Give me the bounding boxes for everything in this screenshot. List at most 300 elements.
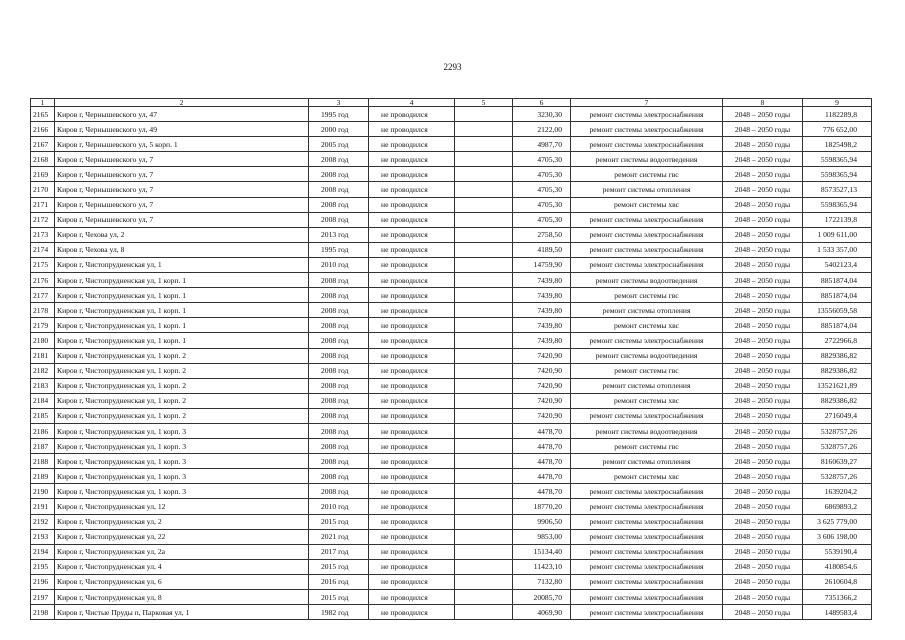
work-type-cell: ремонт системы водоотведения: [571, 423, 723, 438]
cost-cell: 1 533 357,00: [803, 242, 872, 257]
period-cell: 2048 – 2050 годы: [723, 423, 803, 438]
build-year-cell: 2008 год: [309, 197, 369, 212]
build-year-cell: 2008 год: [309, 182, 369, 197]
work-type-cell: ремонт системы гвс: [571, 288, 723, 303]
empty-cell-cell: [455, 242, 513, 257]
table-row: [31, 393, 872, 408]
work-type-cell: ремонт системы электроснабжения: [571, 257, 723, 272]
row-number-cell: 2194: [31, 544, 55, 559]
period-cell: 2048 – 2050 годы: [723, 590, 803, 605]
address-cell: Киров г, Чистопрудненская ул, 1 корп. 2: [55, 393, 309, 408]
table-row: [31, 559, 872, 574]
area-cell: 4478,70: [513, 484, 571, 499]
repair-schedule-table: [30, 98, 872, 620]
area-cell: 7439,80: [513, 318, 571, 333]
column-header: 2: [55, 99, 309, 107]
period-cell: 2048 – 2050 годы: [723, 318, 803, 333]
empty-cell-cell: [455, 333, 513, 348]
last-repair-cell: не проводился: [369, 529, 455, 544]
address-cell: Киров г, Чистопрудненская ул, 1 корп. 1: [55, 318, 309, 333]
row-number-cell: 2178: [31, 303, 55, 318]
table-row: [31, 574, 872, 589]
empty-cell-cell: [455, 257, 513, 272]
last-repair-cell: не проводился: [369, 318, 455, 333]
period-cell: 2048 – 2050 годы: [723, 227, 803, 242]
table-row: [31, 107, 872, 122]
build-year-cell: 2008 год: [309, 212, 369, 227]
table-row: [31, 167, 872, 182]
address-cell: Киров г, Чистопрудненская ул, 1: [55, 257, 309, 272]
period-cell: 2048 – 2050 годы: [723, 212, 803, 227]
address-cell: Киров г, Чернышевского ул, 7: [55, 212, 309, 227]
table-body: [31, 107, 872, 620]
table-row: [31, 590, 872, 605]
cost-cell: 8829386,82: [803, 363, 872, 378]
column-header: 1: [31, 99, 55, 107]
area-cell: 4189,50: [513, 242, 571, 257]
period-cell: 2048 – 2050 годы: [723, 303, 803, 318]
build-year-cell: 2015 год: [309, 514, 369, 529]
row-number-cell: 2170: [31, 182, 55, 197]
area-cell: 4705,30: [513, 152, 571, 167]
address-cell: Киров г, Чехова ул, 8: [55, 242, 309, 257]
table-row: [31, 212, 872, 227]
work-type-cell: ремонт системы хвс: [571, 393, 723, 408]
last-repair-cell: не проводился: [369, 439, 455, 454]
empty-cell-cell: [455, 122, 513, 137]
last-repair-cell: не проводился: [369, 514, 455, 529]
address-cell: Киров г, Чернышевского ул, 7: [55, 182, 309, 197]
cost-cell: 5539190,4: [803, 544, 872, 559]
address-cell: Киров г, Чистопрудненская ул, 6: [55, 574, 309, 589]
table-row: [31, 242, 872, 257]
last-repair-cell: не проводился: [369, 107, 455, 122]
address-cell: Киров г, Чистопрудненская ул, 1 корп. 1: [55, 303, 309, 318]
address-cell: Киров г, Чистопрудненская ул, 2: [55, 514, 309, 529]
row-number-cell: 2171: [31, 197, 55, 212]
work-type-cell: ремонт системы водоотведения: [571, 152, 723, 167]
last-repair-cell: не проводился: [369, 499, 455, 514]
last-repair-cell: не проводился: [369, 212, 455, 227]
table-row: [31, 408, 872, 423]
period-cell: 2048 – 2050 годы: [723, 333, 803, 348]
row-number-cell: 2175: [31, 257, 55, 272]
work-type-cell: ремонт системы электроснабжения: [571, 529, 723, 544]
work-type-cell: ремонт системы электроснабжения: [571, 484, 723, 499]
work-type-cell: ремонт системы отопления: [571, 454, 723, 469]
area-cell: 7420,90: [513, 408, 571, 423]
period-cell: 2048 – 2050 годы: [723, 242, 803, 257]
row-number-cell: 2185: [31, 408, 55, 423]
area-cell: 4705,30: [513, 212, 571, 227]
header-row: [31, 99, 872, 107]
last-repair-cell: не проводился: [369, 227, 455, 242]
area-cell: 9906,50: [513, 514, 571, 529]
cost-cell: 5402123,4: [803, 257, 872, 272]
empty-cell-cell: [455, 393, 513, 408]
table-row: [31, 469, 872, 484]
row-number-cell: 2187: [31, 439, 55, 454]
empty-cell-cell: [455, 514, 513, 529]
address-cell: Киров г, Чернышевского ул, 47: [55, 107, 309, 122]
area-cell: 11423,10: [513, 559, 571, 574]
table-row: [31, 303, 872, 318]
table-row: [31, 439, 872, 454]
table-row: [31, 122, 872, 137]
work-type-cell: ремонт системы электроснабжения: [571, 242, 723, 257]
address-cell: Киров г, Чистопрудненская ул, 1 корп. 3: [55, 439, 309, 454]
table-row: [31, 333, 872, 348]
empty-cell-cell: [455, 469, 513, 484]
cost-cell: 5598365,94: [803, 152, 872, 167]
cost-cell: 2716049,4: [803, 408, 872, 423]
build-year-cell: 2008 год: [309, 423, 369, 438]
build-year-cell: 2010 год: [309, 257, 369, 272]
table-row: [31, 348, 872, 363]
period-cell: 2048 – 2050 годы: [723, 544, 803, 559]
empty-cell-cell: [455, 590, 513, 605]
column-header: 9: [803, 99, 872, 107]
column-header: 7: [571, 99, 723, 107]
period-cell: 2048 – 2050 годы: [723, 107, 803, 122]
build-year-cell: 2013 год: [309, 227, 369, 242]
area-cell: 15134,40: [513, 544, 571, 559]
last-repair-cell: не проводился: [369, 137, 455, 152]
last-repair-cell: не проводился: [369, 122, 455, 137]
table-row: [31, 423, 872, 438]
area-cell: 4478,70: [513, 454, 571, 469]
table-row: [31, 363, 872, 378]
area-cell: 7132,80: [513, 574, 571, 589]
last-repair-cell: не проводился: [369, 484, 455, 499]
row-number-cell: 2180: [31, 333, 55, 348]
table-row: [31, 197, 872, 212]
address-cell: Киров г, Чистопрудненская ул, 8: [55, 590, 309, 605]
work-type-cell: ремонт системы водоотведения: [571, 348, 723, 363]
cost-cell: 5598365,94: [803, 167, 872, 182]
row-number-cell: 2196: [31, 574, 55, 589]
area-cell: 4705,30: [513, 167, 571, 182]
row-number-cell: 2193: [31, 529, 55, 544]
last-repair-cell: не проводился: [369, 454, 455, 469]
build-year-cell: 1995 год: [309, 107, 369, 122]
row-number-cell: 2176: [31, 273, 55, 288]
cost-cell: 7351366,2: [803, 590, 872, 605]
empty-cell-cell: [455, 559, 513, 574]
work-type-cell: ремонт системы хвс: [571, 197, 723, 212]
table-row: [31, 514, 872, 529]
build-year-cell: 2005 год: [309, 137, 369, 152]
address-cell: Киров г, Чернышевского ул, 7: [55, 197, 309, 212]
row-number-cell: 2195: [31, 559, 55, 574]
work-type-cell: ремонт системы хвс: [571, 469, 723, 484]
work-type-cell: ремонт системы электроснабжения: [571, 574, 723, 589]
build-year-cell: 2008 год: [309, 454, 369, 469]
period-cell: 2048 – 2050 годы: [723, 529, 803, 544]
last-repair-cell: не проводился: [369, 197, 455, 212]
build-year-cell: 2008 год: [309, 363, 369, 378]
empty-cell-cell: [455, 363, 513, 378]
build-year-cell: 2008 год: [309, 333, 369, 348]
cost-cell: 1 009 611,00: [803, 227, 872, 242]
empty-cell-cell: [455, 318, 513, 333]
cost-cell: 3 625 779,00: [803, 514, 872, 529]
last-repair-cell: не проводился: [369, 242, 455, 257]
period-cell: 2048 – 2050 годы: [723, 273, 803, 288]
address-cell: Киров г, Чистопрудненская ул, 12: [55, 499, 309, 514]
last-repair-cell: не проводился: [369, 469, 455, 484]
period-cell: 2048 – 2050 годы: [723, 514, 803, 529]
address-cell: Киров г, Чистопрудненская ул, 1 корп. 1: [55, 288, 309, 303]
build-year-cell: 1982 год: [309, 605, 369, 620]
address-cell: Киров г, Чистопрудненская ул, 1 корп. 2: [55, 378, 309, 393]
column-header: 4: [369, 99, 455, 107]
build-year-cell: 2008 год: [309, 288, 369, 303]
empty-cell-cell: [455, 484, 513, 499]
empty-cell-cell: [455, 152, 513, 167]
build-year-cell: 2008 год: [309, 378, 369, 393]
cost-cell: 8160639,27: [803, 454, 872, 469]
period-cell: 2048 – 2050 годы: [723, 288, 803, 303]
cost-cell: 13556059,58: [803, 303, 872, 318]
row-number-cell: 2190: [31, 484, 55, 499]
row-number-cell: 2165: [31, 107, 55, 122]
area-cell: 7439,80: [513, 288, 571, 303]
build-year-cell: 2008 год: [309, 152, 369, 167]
period-cell: 2048 – 2050 годы: [723, 454, 803, 469]
build-year-cell: 2008 год: [309, 303, 369, 318]
cost-cell: 1639204,2: [803, 484, 872, 499]
address-cell: Киров г, Чистопрудненская ул, 1 корп. 3: [55, 454, 309, 469]
last-repair-cell: не проводился: [369, 152, 455, 167]
work-type-cell: ремонт системы электроснабжения: [571, 408, 723, 423]
empty-cell-cell: [455, 574, 513, 589]
work-type-cell: ремонт системы электроснабжения: [571, 514, 723, 529]
area-cell: 7420,90: [513, 348, 571, 363]
table-row: [31, 318, 872, 333]
address-cell: Киров г, Чистопрудненская ул, 1 корп. 2: [55, 348, 309, 363]
column-header: 5: [455, 99, 513, 107]
area-cell: 9853,00: [513, 529, 571, 544]
cost-cell: 8573527,13: [803, 182, 872, 197]
work-type-cell: ремонт системы электроснабжения: [571, 605, 723, 620]
area-cell: 7439,80: [513, 333, 571, 348]
last-repair-cell: не проводился: [369, 393, 455, 408]
area-cell: 4478,70: [513, 423, 571, 438]
address-cell: Киров г, Чистопрудненская ул, 1 корп. 3: [55, 484, 309, 499]
address-cell: Киров г, Чистопрудненская ул, 1 корп. 2: [55, 408, 309, 423]
build-year-cell: 2008 год: [309, 167, 369, 182]
empty-cell-cell: [455, 227, 513, 242]
last-repair-cell: не проводился: [369, 544, 455, 559]
row-number-cell: 2189: [31, 469, 55, 484]
area-cell: 3230,30: [513, 107, 571, 122]
column-header: 8: [723, 99, 803, 107]
table-row: [31, 484, 872, 499]
area-cell: 7420,90: [513, 363, 571, 378]
row-number-cell: 2174: [31, 242, 55, 257]
period-cell: 2048 – 2050 годы: [723, 439, 803, 454]
table-row: [31, 152, 872, 167]
period-cell: 2048 – 2050 годы: [723, 257, 803, 272]
cost-cell: 8829386,82: [803, 393, 872, 408]
empty-cell-cell: [455, 529, 513, 544]
table-row: [31, 544, 872, 559]
last-repair-cell: не проводился: [369, 423, 455, 438]
area-cell: 14759,90: [513, 257, 571, 272]
page-number: 2293: [443, 62, 462, 72]
table-row: [31, 257, 872, 272]
cost-cell: 5328757,26: [803, 423, 872, 438]
row-number-cell: 2188: [31, 454, 55, 469]
last-repair-cell: не проводился: [369, 363, 455, 378]
column-header: 3: [309, 99, 369, 107]
empty-cell-cell: [455, 182, 513, 197]
last-repair-cell: не проводился: [369, 378, 455, 393]
row-number-cell: 2192: [31, 514, 55, 529]
address-cell: Киров г, Чистопрудненская ул, 1 корп. 1: [55, 273, 309, 288]
row-number-cell: 2172: [31, 212, 55, 227]
area-cell: 4705,30: [513, 197, 571, 212]
empty-cell-cell: [455, 439, 513, 454]
build-year-cell: 1995 год: [309, 242, 369, 257]
table-row: [31, 137, 872, 152]
cost-cell: 5328757,26: [803, 469, 872, 484]
empty-cell-cell: [455, 423, 513, 438]
build-year-cell: 2008 год: [309, 348, 369, 363]
work-type-cell: ремонт системы электроснабжения: [571, 499, 723, 514]
last-repair-cell: не проводился: [369, 574, 455, 589]
period-cell: 2048 – 2050 годы: [723, 408, 803, 423]
area-cell: 7439,80: [513, 303, 571, 318]
build-year-cell: 2008 год: [309, 484, 369, 499]
row-number-cell: 2181: [31, 348, 55, 363]
table-row: [31, 529, 872, 544]
empty-cell-cell: [455, 212, 513, 227]
period-cell: 2048 – 2050 годы: [723, 167, 803, 182]
last-repair-cell: не проводился: [369, 167, 455, 182]
cost-cell: 1722139,8: [803, 212, 872, 227]
last-repair-cell: не проводился: [369, 257, 455, 272]
row-number-cell: 2183: [31, 378, 55, 393]
empty-cell-cell: [455, 288, 513, 303]
last-repair-cell: не проводился: [369, 288, 455, 303]
cost-cell: 8851874,04: [803, 318, 872, 333]
empty-cell-cell: [455, 348, 513, 363]
last-repair-cell: не проводился: [369, 605, 455, 620]
empty-cell-cell: [455, 544, 513, 559]
table-row: [31, 288, 872, 303]
table-row: [31, 605, 872, 620]
row-number-cell: 2166: [31, 122, 55, 137]
row-number-cell: 2177: [31, 288, 55, 303]
row-number-cell: 2167: [31, 137, 55, 152]
empty-cell-cell: [455, 303, 513, 318]
row-number-cell: 2169: [31, 167, 55, 182]
address-cell: Киров г, Чехова ул, 2: [55, 227, 309, 242]
empty-cell-cell: [455, 605, 513, 620]
empty-cell-cell: [455, 273, 513, 288]
table-row: [31, 454, 872, 469]
last-repair-cell: не проводился: [369, 182, 455, 197]
cost-cell: 776 652,00: [803, 122, 872, 137]
build-year-cell: 2000 год: [309, 122, 369, 137]
table-row: [31, 227, 872, 242]
period-cell: 2048 – 2050 годы: [723, 574, 803, 589]
area-cell: 4705,30: [513, 182, 571, 197]
build-year-cell: 2008 год: [309, 408, 369, 423]
work-type-cell: ремонт системы гвс: [571, 439, 723, 454]
work-type-cell: ремонт системы электроснабжения: [571, 333, 723, 348]
empty-cell-cell: [455, 197, 513, 212]
cost-cell: 3 606 198,00: [803, 529, 872, 544]
work-type-cell: ремонт системы электроснабжения: [571, 544, 723, 559]
cost-cell: 2722966,8: [803, 333, 872, 348]
address-cell: Киров г, Чернышевского ул, 7: [55, 152, 309, 167]
build-year-cell: 2008 год: [309, 393, 369, 408]
build-year-cell: 2017 год: [309, 544, 369, 559]
area-cell: 2758,50: [513, 227, 571, 242]
address-cell: Киров г, Чистопрудненская ул, 4: [55, 559, 309, 574]
last-repair-cell: не проводился: [369, 408, 455, 423]
build-year-cell: 2010 год: [309, 499, 369, 514]
address-cell: Киров г, Чистопрудненская ул, 1 корп. 1: [55, 333, 309, 348]
table-row: [31, 378, 872, 393]
last-repair-cell: не проводился: [369, 273, 455, 288]
period-cell: 2048 – 2050 годы: [723, 122, 803, 137]
area-cell: 4987,70: [513, 137, 571, 152]
row-number-cell: 2179: [31, 318, 55, 333]
cost-cell: 4180854,6: [803, 559, 872, 574]
empty-cell-cell: [455, 408, 513, 423]
period-cell: 2048 – 2050 годы: [723, 605, 803, 620]
period-cell: 2048 – 2050 годы: [723, 152, 803, 167]
cost-cell: 1825498,2: [803, 137, 872, 152]
empty-cell-cell: [455, 137, 513, 152]
address-cell: Киров г, Чистопрудненская ул, 2а: [55, 544, 309, 559]
empty-cell-cell: [455, 167, 513, 182]
address-cell: Киров г, Чистые Пруды п, Парковая ул, 1: [55, 605, 309, 620]
period-cell: 2048 – 2050 годы: [723, 393, 803, 408]
build-year-cell: 2021 год: [309, 529, 369, 544]
last-repair-cell: не проводился: [369, 559, 455, 574]
row-number-cell: 2168: [31, 152, 55, 167]
area-cell: 7439,80: [513, 273, 571, 288]
period-cell: 2048 – 2050 годы: [723, 363, 803, 378]
period-cell: 2048 – 2050 годы: [723, 378, 803, 393]
build-year-cell: 2015 год: [309, 559, 369, 574]
address-cell: Киров г, Чистопрудненская ул, 1 корп. 3: [55, 423, 309, 438]
empty-cell-cell: [455, 499, 513, 514]
last-repair-cell: не проводился: [369, 590, 455, 605]
cost-cell: 2610604,8: [803, 574, 872, 589]
build-year-cell: 2008 год: [309, 318, 369, 333]
period-cell: 2048 – 2050 годы: [723, 559, 803, 574]
area-cell: 7420,90: [513, 378, 571, 393]
work-type-cell: ремонт системы отопления: [571, 378, 723, 393]
table-row: [31, 182, 872, 197]
row-number-cell: 2184: [31, 393, 55, 408]
address-cell: Киров г, Чистопрудненская ул, 22: [55, 529, 309, 544]
last-repair-cell: не проводился: [369, 333, 455, 348]
empty-cell-cell: [455, 378, 513, 393]
area-cell: 7420,90: [513, 393, 571, 408]
work-type-cell: ремонт системы электроснабжения: [571, 212, 723, 227]
table-row: [31, 273, 872, 288]
work-type-cell: ремонт системы электроснабжения: [571, 122, 723, 137]
table-row: [31, 499, 872, 514]
area-cell: 18770,20: [513, 499, 571, 514]
